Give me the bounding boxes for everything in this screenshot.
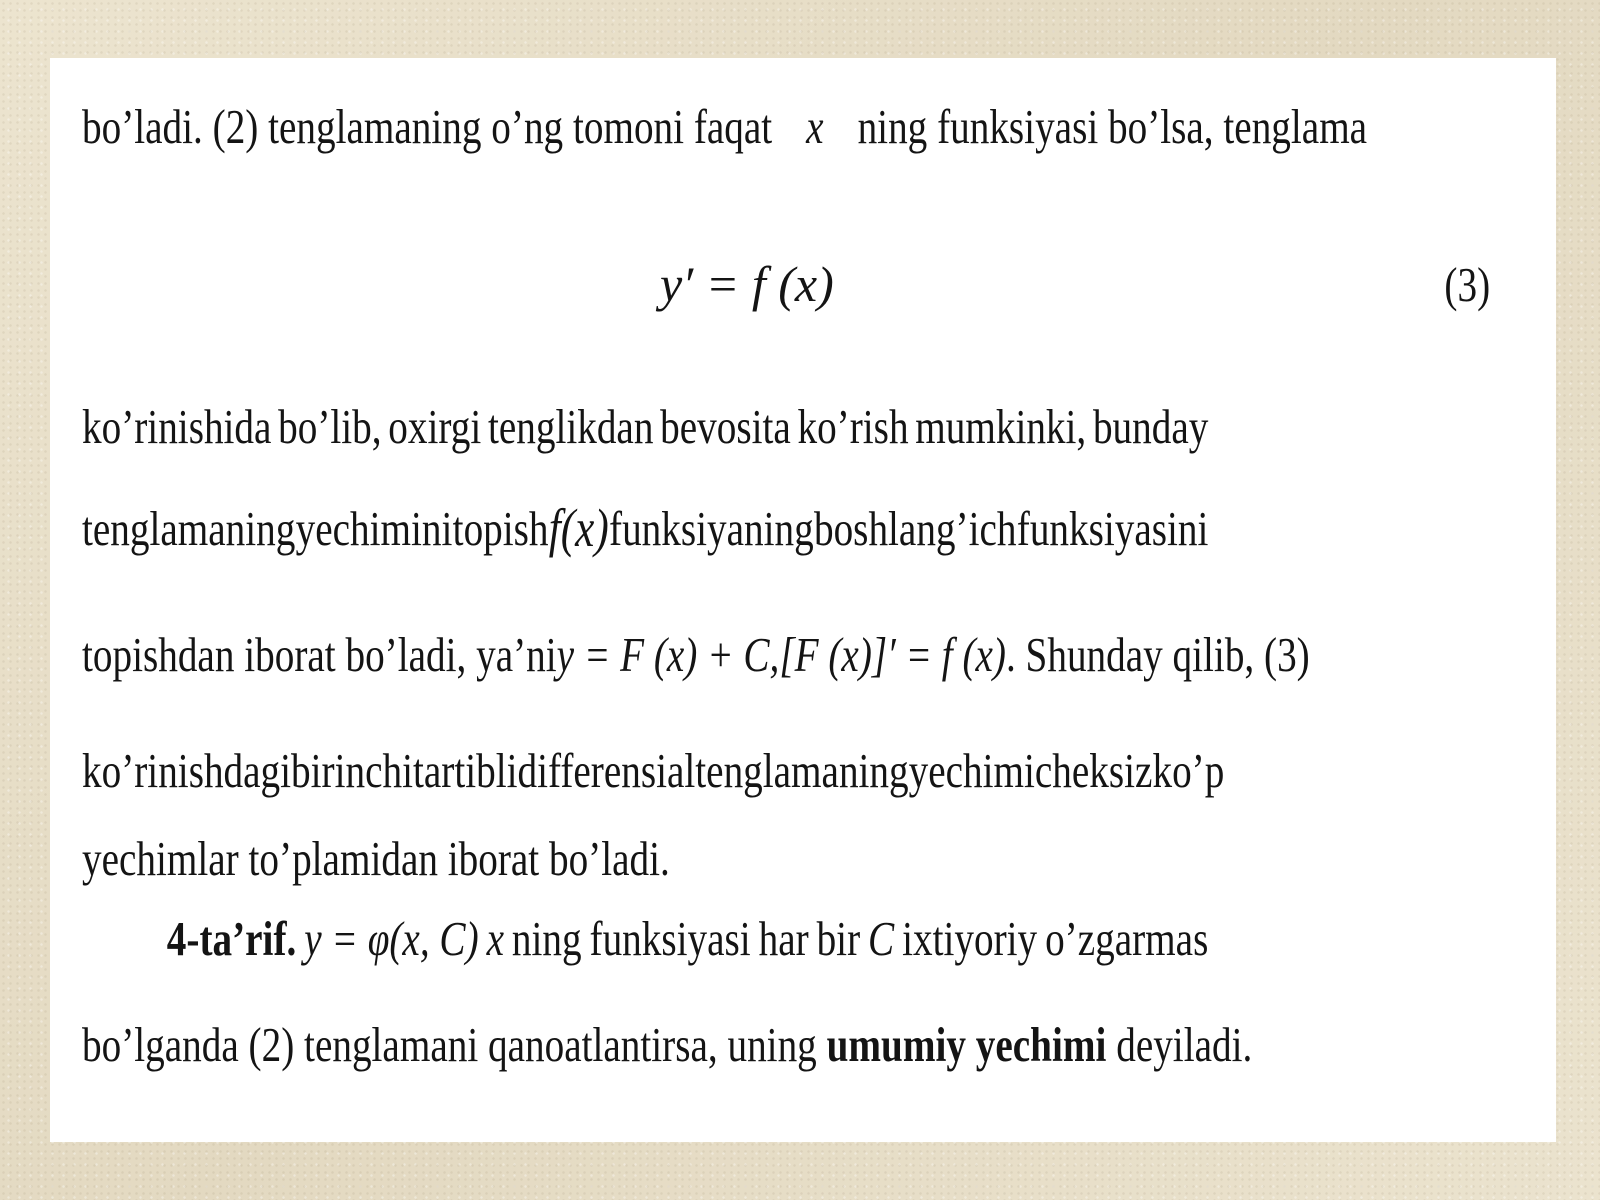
word: yechimi: [908, 742, 1035, 798]
text: . Shunday qilib, (3): [1005, 626, 1310, 682]
text: bo’lganda (2) tenglamani qanoatlantirsa, uning: [82, 1016, 817, 1072]
text-line-8: [82, 890, 1490, 986]
text-line-3: [82, 378, 1490, 474]
word: tenglamaning: [695, 742, 909, 798]
word: bunday: [1092, 398, 1209, 454]
math-x: x: [486, 910, 504, 966]
word: tenglikdan: [487, 398, 654, 454]
text-line-9: [82, 996, 1490, 1092]
document-page: [50, 58, 1556, 1142]
math-antiderivative: y = F (x) + C,: [556, 626, 780, 682]
word: boshlang’ich: [813, 500, 1017, 556]
word: tenglamaning: [82, 500, 296, 556]
word: funksiyasi: [589, 910, 751, 966]
word: bir: [816, 910, 861, 966]
text: deyiladi.: [1116, 1016, 1253, 1072]
word: ko’rish: [797, 398, 909, 454]
word: ko’rinishdagi: [82, 742, 292, 798]
word: ixtiyoriy: [902, 910, 1038, 966]
word: funksiyaning: [609, 500, 814, 556]
text-line-6: [82, 722, 1490, 818]
word: ning: [511, 910, 582, 966]
text: ning funksiyasi bo’lsa, tenglama: [857, 98, 1368, 154]
text-line-1: [82, 78, 1490, 174]
text-line-4: [82, 480, 1490, 576]
math-general-solution: y = φ(x, C): [304, 910, 479, 966]
word: har: [758, 910, 809, 966]
word: tartibli: [412, 742, 518, 798]
bold-term: umumiy yechimi: [826, 1016, 1107, 1072]
definition-label: 4-ta’rif.: [166, 910, 297, 966]
word: topish: [452, 500, 549, 556]
equation-number: (3): [1444, 256, 1490, 312]
word: bo’lib,: [278, 398, 382, 454]
word: cheksiz: [1034, 742, 1153, 798]
word: funksiyasini: [1016, 500, 1209, 556]
equation-3: [82, 236, 1490, 332]
equation-formula: y′ = f (x): [660, 256, 834, 312]
text: yechimlar to’plamidan iborat bo’ladi.: [82, 830, 670, 886]
word: ko’rinishida: [82, 398, 272, 454]
math-derivative: [F (x)]′ = f (x): [779, 626, 1006, 682]
text-line-5: [82, 606, 1490, 702]
text: bo’ladi. (2) tenglamaning o’ng tomoni faqat: [82, 98, 773, 154]
math-fx: f(x): [548, 498, 609, 558]
word: bevosita: [660, 398, 791, 454]
word: mumkinki,: [915, 398, 1087, 454]
word: ko’p: [1152, 742, 1225, 798]
text: topishdan iborat bo’ladi, ya’ni: [82, 626, 557, 682]
word: o’zgarmas: [1045, 910, 1209, 966]
word: differensial: [517, 742, 696, 798]
math-c: C: [868, 910, 895, 966]
math-x: x: [806, 98, 824, 154]
word: oxirgi: [388, 398, 482, 454]
word: birinchi: [291, 742, 413, 798]
word: yechimini: [295, 500, 453, 556]
